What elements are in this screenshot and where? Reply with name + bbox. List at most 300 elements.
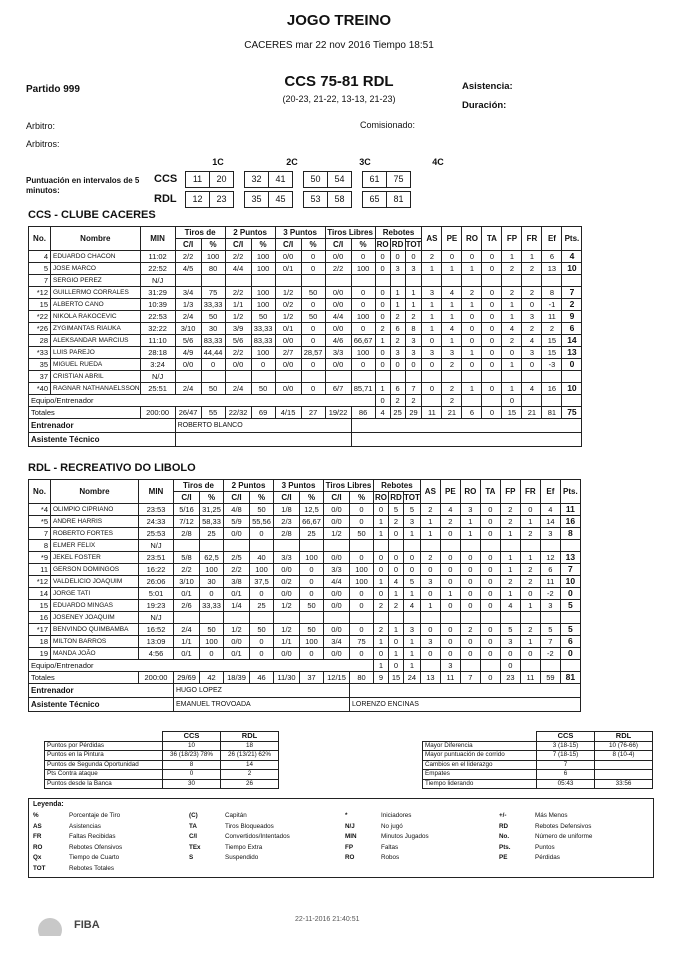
stat-cell <box>522 275 542 287</box>
stat-cell: 0 <box>301 383 325 395</box>
stat-cell <box>300 540 324 552</box>
quarter-header: 3C <box>359 157 371 167</box>
stat-cell: 9 <box>562 311 582 323</box>
blank <box>423 732 537 742</box>
legend-abbr: RO <box>345 854 355 861</box>
total-cell: 46 <box>250 672 274 684</box>
stat-cell: 2/2 <box>325 263 351 275</box>
page-title: JOGO TREINO <box>286 12 392 29</box>
column-subheader: RD <box>390 493 402 502</box>
duration-label: Duración: <box>462 100 507 111</box>
stat-cell: 2/2 <box>175 251 201 263</box>
stats-right-table <box>422 731 653 789</box>
player-row <box>29 359 582 371</box>
column-subheader: % <box>200 492 224 504</box>
stat-cell: 2 <box>502 287 522 299</box>
stat-cell: 2 <box>500 576 520 588</box>
stat-cell: 0 <box>350 552 374 564</box>
player-row <box>29 552 581 564</box>
stat-cell: 1 <box>520 516 540 528</box>
stat-cell: 2 <box>500 516 520 528</box>
stat-cell <box>404 612 421 624</box>
stat-value: 7 <box>537 760 595 770</box>
stat-cell: 100 <box>351 347 375 359</box>
legend-abbr: TOT <box>33 864 46 872</box>
stat-cell: 1 <box>500 528 520 540</box>
stat-cell: 1 <box>420 516 440 528</box>
coach-blank <box>351 419 582 433</box>
stat-cell: 3 <box>500 636 520 648</box>
stat-cell: 3 <box>422 287 442 299</box>
stat-cell <box>440 540 460 552</box>
stat-cell: 0/0 <box>325 359 351 371</box>
column-subheader: % <box>351 239 375 251</box>
stat-cell: 7/12 <box>174 516 200 528</box>
stat-cell: 6/7 <box>325 383 351 395</box>
stats-left-table <box>44 731 279 789</box>
column-header: RO <box>462 227 482 251</box>
stat-cell: 28,57 <box>301 347 325 359</box>
stat-cell: 2 <box>462 287 482 299</box>
blank <box>45 732 163 742</box>
stat-cell: 0 <box>374 588 389 600</box>
stat-cell: 1/2 <box>275 311 301 323</box>
player-name: ELMER FELIX <box>51 540 139 552</box>
stat-cell: 12 <box>540 552 560 564</box>
stat-cell: 50 <box>250 504 274 516</box>
column-header: Rebotes <box>375 227 422 239</box>
stat-cell: 0 <box>351 287 375 299</box>
stat-cell: 50 <box>300 600 324 612</box>
stat-cell: *40 <box>29 383 51 395</box>
column-header: MIN <box>140 227 175 251</box>
player-name: ZYGIMANTAS RIAUKA <box>51 323 141 335</box>
stat-cell <box>422 275 442 287</box>
team-code: CCS <box>163 732 221 742</box>
stat-cell <box>520 612 540 624</box>
stat-cell: 33,33 <box>251 323 275 335</box>
stat-cell: -2 <box>540 588 560 600</box>
stat-cell: 0 <box>350 588 374 600</box>
stat-value: 7 (18-15) <box>537 751 595 761</box>
stat-cell: 0 <box>460 564 480 576</box>
stat-value: 14 <box>221 760 279 770</box>
stat-cell: 0/1 <box>224 648 250 660</box>
stat-cell: 2 <box>502 263 522 275</box>
stat-cell: 1 <box>460 516 480 528</box>
legend-abbr: RD <box>499 822 509 830</box>
interval-team-code: RDL <box>154 193 177 205</box>
stat-cell: 5 <box>404 504 421 516</box>
stat-cell <box>502 371 522 383</box>
stat-cell: 14 <box>562 335 582 347</box>
stat-cell: 0 <box>300 564 324 576</box>
stat-cell: 3 <box>522 347 542 359</box>
stat-cell: 1 <box>404 660 421 672</box>
assistant-name <box>175 433 351 447</box>
stat-cell: 100 <box>300 636 324 648</box>
player-row <box>29 540 581 552</box>
stat-cell: 5/8 <box>174 552 200 564</box>
interval-score: 75 <box>387 172 411 188</box>
stat-cell: 0 <box>482 347 502 359</box>
stat-cell <box>375 275 390 287</box>
boxscore-table <box>28 479 581 712</box>
player-row <box>29 600 581 612</box>
column-header: Ef <box>540 480 560 504</box>
legend-abbr: Pts. <box>499 843 511 851</box>
column-subheader: RD <box>391 240 404 249</box>
assistant-name-2: LORENZO ENCINAS <box>350 698 581 712</box>
column-subheader: C/I <box>324 492 350 504</box>
stat-cell <box>420 660 440 672</box>
stat-cell <box>390 371 405 383</box>
team-row <box>29 395 582 407</box>
stat-cell: 1/2 <box>274 600 300 612</box>
stat-label: Tiempo liderando <box>423 779 537 789</box>
stat-cell: 3 <box>460 504 480 516</box>
stat-cell: 4 <box>522 383 542 395</box>
coach-name: ROBERTO BLANCO <box>175 419 351 433</box>
stat-cell: 25 <box>300 528 324 540</box>
legend-desc: Robos <box>381 854 400 861</box>
score-line: CCS 75-81 RDL <box>284 73 394 90</box>
stat-cell: 0 <box>375 347 390 359</box>
stat-cell: 62,5 <box>200 552 224 564</box>
stat-cell: 0 <box>440 648 460 660</box>
game-info: CACERES mar 22 nov 2016 Tiempo 18:51 <box>244 40 434 51</box>
interval-score: 41 <box>269 172 293 188</box>
column-header: FR <box>522 227 542 251</box>
stat-cell: 11:10 <box>140 335 175 347</box>
stat-cell: 0/0 <box>325 323 351 335</box>
stat-cell: 0 <box>422 359 442 371</box>
column-header: Nombre <box>51 480 139 504</box>
stat-cell: 50 <box>250 624 274 636</box>
stat-cell: 1 <box>462 347 482 359</box>
stat-cell: 35 <box>29 359 51 371</box>
stat-cell: 28:18 <box>140 347 175 359</box>
stat-cell: 0 <box>422 335 442 347</box>
stat-cell: 0 <box>480 552 500 564</box>
player-row <box>29 624 581 636</box>
stat-cell: 13 <box>562 347 582 359</box>
stat-cell: 0 <box>460 648 480 660</box>
stat-cell: 12,5 <box>300 504 324 516</box>
stat-cell: 0/1 <box>224 588 250 600</box>
stat-cell: 1 <box>500 564 520 576</box>
interval-score: 11 <box>186 172 210 188</box>
stat-cell: 3/3 <box>324 564 350 576</box>
coach-label: Entrenador <box>29 419 176 433</box>
stat-cell: 1 <box>389 624 404 636</box>
stat-cell <box>462 275 482 287</box>
stat-cell: 3/10 <box>175 323 201 335</box>
total-cell: 15 <box>389 672 404 684</box>
stat-cell: 0 <box>301 323 325 335</box>
stat-cell: 3 <box>405 347 422 359</box>
stat-cell: 0/0 <box>324 552 350 564</box>
stat-cell: 0 <box>482 383 502 395</box>
column-header: PE <box>442 227 462 251</box>
stat-cell: 0 <box>250 636 274 648</box>
total-cell: 13 <box>420 672 440 684</box>
column-header: Nombre <box>51 227 141 251</box>
total-cell: 27 <box>301 407 325 419</box>
stat-cell: 50 <box>251 311 275 323</box>
stat-cell: 4/4 <box>325 311 351 323</box>
stat-cell: 2/4 <box>225 383 251 395</box>
stat-cell: 2 <box>500 504 520 516</box>
total-cell: 11/30 <box>274 672 300 684</box>
stat-cell: 7 <box>29 528 51 540</box>
interval-score: 58 <box>328 192 352 208</box>
total-cell: 200:00 <box>139 672 174 684</box>
coach-row <box>29 419 582 433</box>
stat-cell: 4 <box>29 251 51 263</box>
stat-cell: 1 <box>520 552 540 564</box>
stat-cell: 2/4 <box>175 311 201 323</box>
stat-cell: -1 <box>542 299 562 311</box>
stat-cell: N/J <box>140 371 175 383</box>
stat-cell: 66,67 <box>351 335 375 347</box>
stat-cell <box>560 540 580 552</box>
stat-cell: 4 <box>442 287 462 299</box>
legend-desc: Rebotes Totales <box>69 864 115 872</box>
stat-cell <box>200 612 224 624</box>
stat-cell: 1 <box>422 263 442 275</box>
stat-cell: 0 <box>375 299 390 311</box>
stat-cell: 18 <box>29 636 51 648</box>
stat-cell: 75 <box>201 287 225 299</box>
stat-cell <box>324 540 350 552</box>
team-title: CCS - CLUBE CACERES <box>28 209 156 221</box>
stat-cell: 1 <box>422 299 442 311</box>
stat-label: Mayor puntuación de corrido <box>423 751 537 761</box>
stat-cell: 0 <box>390 251 405 263</box>
stat-cell: 0/0 <box>324 504 350 516</box>
stat-cell <box>500 540 520 552</box>
stat-cell: 0 <box>460 636 480 648</box>
stat-cell: 4/5 <box>175 263 201 275</box>
stat-cell: 33,33 <box>200 600 224 612</box>
stat-cell: 0/0 <box>324 648 350 660</box>
player-row <box>29 528 581 540</box>
stat-cell <box>405 275 422 287</box>
player-name: SERGIO PEREZ <box>51 275 141 287</box>
stat-cell: 100 <box>200 636 224 648</box>
referees-label: Arbitros: <box>26 139 60 149</box>
stat-cell <box>251 275 275 287</box>
legend-desc: Rebotes Defensivos <box>535 822 592 830</box>
interval-score: 23 <box>210 192 234 208</box>
stat-cell: 1 <box>374 528 389 540</box>
stat-cell: 15 <box>542 347 562 359</box>
stat-cell: 5 <box>500 624 520 636</box>
stat-cell: 0 <box>374 648 389 660</box>
stat-cell <box>201 371 225 383</box>
interval-score: 12 <box>186 192 210 208</box>
stat-cell: 0 <box>560 588 580 600</box>
stat-cell <box>175 371 201 383</box>
stat-cell: 11 <box>540 576 560 588</box>
column-subheader: % <box>300 492 324 504</box>
stat-cell: 15 <box>29 600 51 612</box>
stat-cell: 1/1 <box>225 299 251 311</box>
stat-cell: 2 <box>502 335 522 347</box>
stat-cell <box>404 540 421 552</box>
stat-cell: 1 <box>500 552 520 564</box>
stat-cell: 5 <box>389 504 404 516</box>
stat-cell: 2 <box>422 251 442 263</box>
stat-cell: 0/0 <box>275 359 301 371</box>
legend-desc: Número de uniforme <box>535 833 593 840</box>
column-subheader: % <box>301 239 325 251</box>
stat-row <box>45 770 279 780</box>
stat-cell: 0 <box>520 648 540 660</box>
stat-cell: *22 <box>29 311 51 323</box>
stat-cell: 0 <box>300 576 324 588</box>
stat-cell <box>325 371 351 383</box>
stat-cell: *9 <box>29 552 51 564</box>
stat-cell: 0 <box>500 648 520 660</box>
stat-cell <box>250 612 274 624</box>
assistant-name: EMANUEL TROVOADA <box>174 698 350 712</box>
stat-cell: 0/1 <box>174 648 200 660</box>
stat-cell: 37 <box>29 371 51 383</box>
stat-cell <box>325 275 351 287</box>
stat-cell: 22:52 <box>140 263 175 275</box>
total-cell: 200:00 <box>140 407 175 419</box>
stat-cell <box>390 275 405 287</box>
stat-row <box>45 751 279 761</box>
legend-abbr: Qx <box>33 854 42 861</box>
stat-cell: 0 <box>301 299 325 311</box>
stat-cell: N/J <box>140 275 175 287</box>
legend-desc: Porcentaje de Tiro <box>69 812 121 819</box>
stat-cell: 0/0 <box>324 624 350 636</box>
stat-cell: 0/0 <box>275 383 301 395</box>
stat-value: 18 <box>221 741 279 751</box>
stat-cell: 23:51 <box>139 552 174 564</box>
stat-cell <box>375 371 390 383</box>
stat-cell: 2/5 <box>224 552 250 564</box>
stat-cell: *4 <box>29 504 51 516</box>
stat-cell <box>420 540 440 552</box>
stat-cell: 2/2 <box>225 347 251 359</box>
stat-cell <box>462 371 482 383</box>
stat-label: Puntos en la Pintura <box>45 751 163 761</box>
stat-cell: 0 <box>482 287 502 299</box>
stat-cell: 25:51 <box>140 383 175 395</box>
stat-row <box>45 779 279 789</box>
stat-cell: 11 <box>29 564 51 576</box>
stat-cell <box>542 395 562 407</box>
stat-cell: N/J <box>139 612 174 624</box>
stat-cell: 0 <box>350 624 374 636</box>
stat-cell: 4 <box>500 600 520 612</box>
legend-desc: Tiempo de Cuarto <box>69 854 120 861</box>
stat-value <box>595 770 653 780</box>
player-row <box>29 383 582 395</box>
interval-score: 20 <box>210 172 234 188</box>
stat-cell: 0 <box>351 323 375 335</box>
fiba-logo <box>34 906 104 936</box>
stat-cell: 1/2 <box>225 311 251 323</box>
stat-cell: 2/4 <box>175 383 201 395</box>
stat-cell <box>250 540 274 552</box>
stat-cell: 16:22 <box>139 564 174 576</box>
stat-cell <box>374 612 389 624</box>
stat-cell: 10:39 <box>140 299 175 311</box>
quarter-header: 1C <box>212 157 224 167</box>
stat-cell: 0 <box>250 528 274 540</box>
stat-cell: 14 <box>540 516 560 528</box>
stat-cell: 0 <box>460 588 480 600</box>
stat-cell: 0 <box>420 564 440 576</box>
stat-cell <box>540 660 560 672</box>
stat-value: 2 <box>221 770 279 780</box>
stat-cell: 3 <box>404 624 421 636</box>
interval-label: Puntuación en intervalos de 5 minutos: <box>26 176 140 195</box>
stat-cell: -3 <box>542 359 562 371</box>
stat-cell <box>560 612 580 624</box>
stat-cell: 11 <box>542 311 562 323</box>
column-header: PE <box>440 480 460 504</box>
stat-cell <box>351 371 375 383</box>
stat-cell: 0/0 <box>324 588 350 600</box>
stat-cell: 3 <box>405 335 422 347</box>
legend-desc: No jugó <box>381 822 403 830</box>
stat-cell: 1/8 <box>274 504 300 516</box>
stat-cell: 2/2 <box>225 287 251 299</box>
stat-cell: 3 <box>404 516 421 528</box>
stat-cell: 0/2 <box>274 576 300 588</box>
stat-cell: 0/0 <box>325 299 351 311</box>
stat-cell: 1 <box>390 287 405 299</box>
player-row <box>29 251 582 263</box>
stat-cell: 6 <box>560 636 580 648</box>
stat-cell: 0 <box>440 552 460 564</box>
stat-cell: 0 <box>250 588 274 600</box>
stat-cell: 2 <box>442 395 462 407</box>
legend-abbr: MIN <box>345 833 357 840</box>
legend-abbr: TEx <box>189 843 201 851</box>
column-header: 2 Puntos <box>224 480 274 492</box>
interval-score: 81 <box>387 192 411 208</box>
stat-cell: 8 <box>29 540 51 552</box>
interval-row <box>185 191 411 208</box>
stat-cell: 4/9 <box>175 347 201 359</box>
stat-cell: 0 <box>440 624 460 636</box>
stat-cell <box>482 275 502 287</box>
total-cell: 29 <box>405 407 422 419</box>
stat-cell: 0 <box>460 552 480 564</box>
stat-cell: 0/2 <box>275 299 301 311</box>
stat-cell: 0 <box>420 624 440 636</box>
stat-cell: 7 <box>29 275 51 287</box>
stat-row <box>423 741 653 751</box>
stat-cell: 19:23 <box>139 600 174 612</box>
player-name: RAGNAR NATHANAELSSON <box>51 383 141 395</box>
stat-label: Puntos desde la Banca <box>45 779 163 789</box>
stat-cell: 0/0 <box>175 359 201 371</box>
player-name: JOSENEY JOAQUIM <box>51 612 139 624</box>
stat-cell: 1 <box>404 648 421 660</box>
stat-cell: 1 <box>442 299 462 311</box>
column-header: Tiros Libres <box>324 480 374 492</box>
stat-label: Pts Contra ataque <box>45 770 163 780</box>
